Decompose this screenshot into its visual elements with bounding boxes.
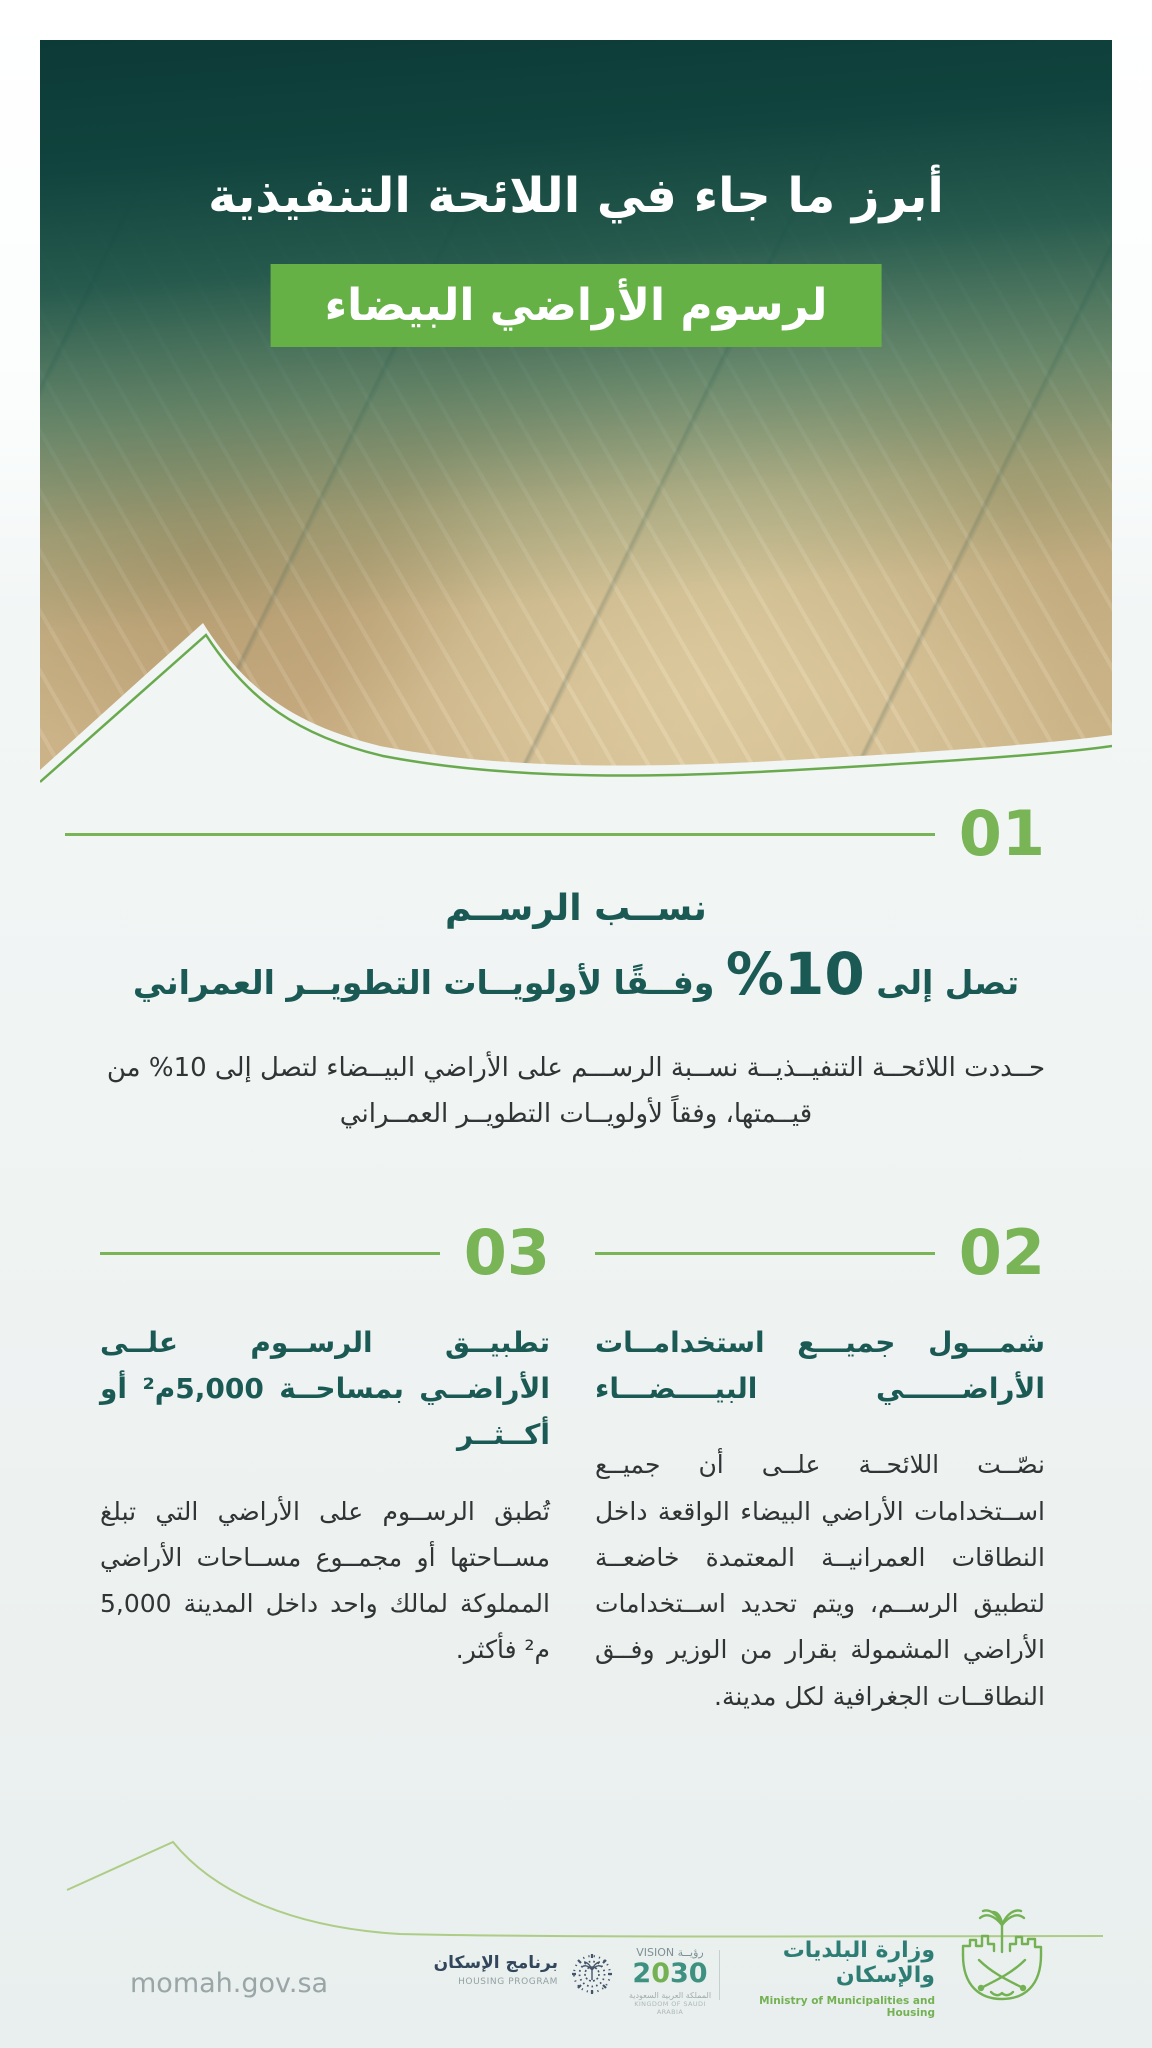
section-02-title: شمـــول جميـــع استخدامــات الأراضــــــي البيــــضـــاء: [595, 1326, 1045, 1406]
ministry-logo-text: [733, 1938, 935, 2019]
section-03-number-row: [100, 1216, 550, 1289]
vision-year-part1: 2: [632, 1958, 652, 1989]
housing-program-name-ar: برنامج الإسكان: [433, 1953, 558, 1973]
section-02-rule: [595, 1252, 935, 1255]
section-01-body: حــددت اللائحــة التنفيــذيــة نســبة الرســـم على الأراضي البيــضاء لتصل إلى 10% من قيــمتها، وفقاً لأولويــات التطويــر العمــراني: [106, 1053, 1046, 1129]
ministry-name-ar: وزارة البلديات والإسكان: [782, 1938, 935, 1988]
section-01-rule: [65, 833, 935, 836]
section-01-number: 01: [958, 797, 1045, 870]
section-03-number: 03: [463, 1216, 550, 1289]
section-02-number: 02: [958, 1216, 1045, 1289]
website-url: momah.gov.sa: [130, 1968, 329, 1999]
vision-year-part2: 0: [651, 1958, 670, 1989]
hero-title: أبرز ما جاء في اللائحة التنفيذية: [208, 168, 944, 224]
section-01-number-row: [65, 797, 1045, 870]
section-02-body: نصّــت اللائحــة علــى أن جميــع اســتخدامات الأراضي البيضاء الواقعة داخل النطاقات العمرانيــة المعتمدة خاضعــة لتطبيق الرســم، ويتم تحديد اســتخدامات الأراضي المشمولة بقرار من الوزير وفــق النطاقــات الجغرافية لكل مدينة.: [595, 1450, 1045, 1711]
housing-program-name-en: HOUSING PROGRAM: [458, 1977, 558, 1987]
hero-badge: لرسوم الأراضي البيضاء: [271, 264, 882, 347]
vision-year-part3: 30: [670, 1958, 708, 1989]
vision-2030-heading: VISION رؤيــة: [636, 1946, 704, 1959]
section-01-subtitle: [0, 932, 1152, 1022]
section-02: [595, 1216, 1045, 1720]
section-01-subtitle-prefix: تصل إلى: [864, 963, 1020, 1002]
vision-2030-year: [626, 1959, 714, 1989]
hero-banner: [40, 40, 1112, 795]
housing-program-emblem-icon: [568, 1950, 616, 1998]
vision-kingdom-en: KINGDOM OF SAUDI ARABIA: [634, 1999, 706, 2016]
section-03-title: تطبيــق الرســوم علــى الأراضــي بمساحــة 5,000م² أو أكــثــر: [100, 1326, 551, 1452]
ministry-emblem-icon: [946, 1908, 1058, 2008]
footer-divider: [719, 1950, 720, 2000]
section-03: [100, 1216, 551, 1674]
hero-wave-divider: [40, 595, 1112, 795]
section-03-rule: [100, 1252, 440, 1255]
housing-program-logo-text: [406, 1953, 558, 1987]
section-01-title: نســب الرســم: [445, 888, 707, 929]
vision-2030-logo: [626, 1946, 714, 2016]
section-01-subtitle-suffix: وفــقًا لأولويــات التطويــر العمراني: [132, 963, 726, 1002]
vision-kingdom-ar: المملكة العربية السعودية: [628, 1990, 712, 2000]
section-03-body: تُطبق الرســوم على الأراضي التي تبلغ مســاحتها أو مجمــوع مســاحات الأراضي المملوكة لمالك واحد داخل المدينة 5,000 م² فأكثر.: [100, 1496, 550, 1665]
ministry-name-en: Ministry of Municipalities and Housing: [759, 1995, 935, 2019]
section-02-number-row: [595, 1216, 1045, 1289]
section-01-subtitle-highlight: 10%: [725, 940, 865, 1008]
